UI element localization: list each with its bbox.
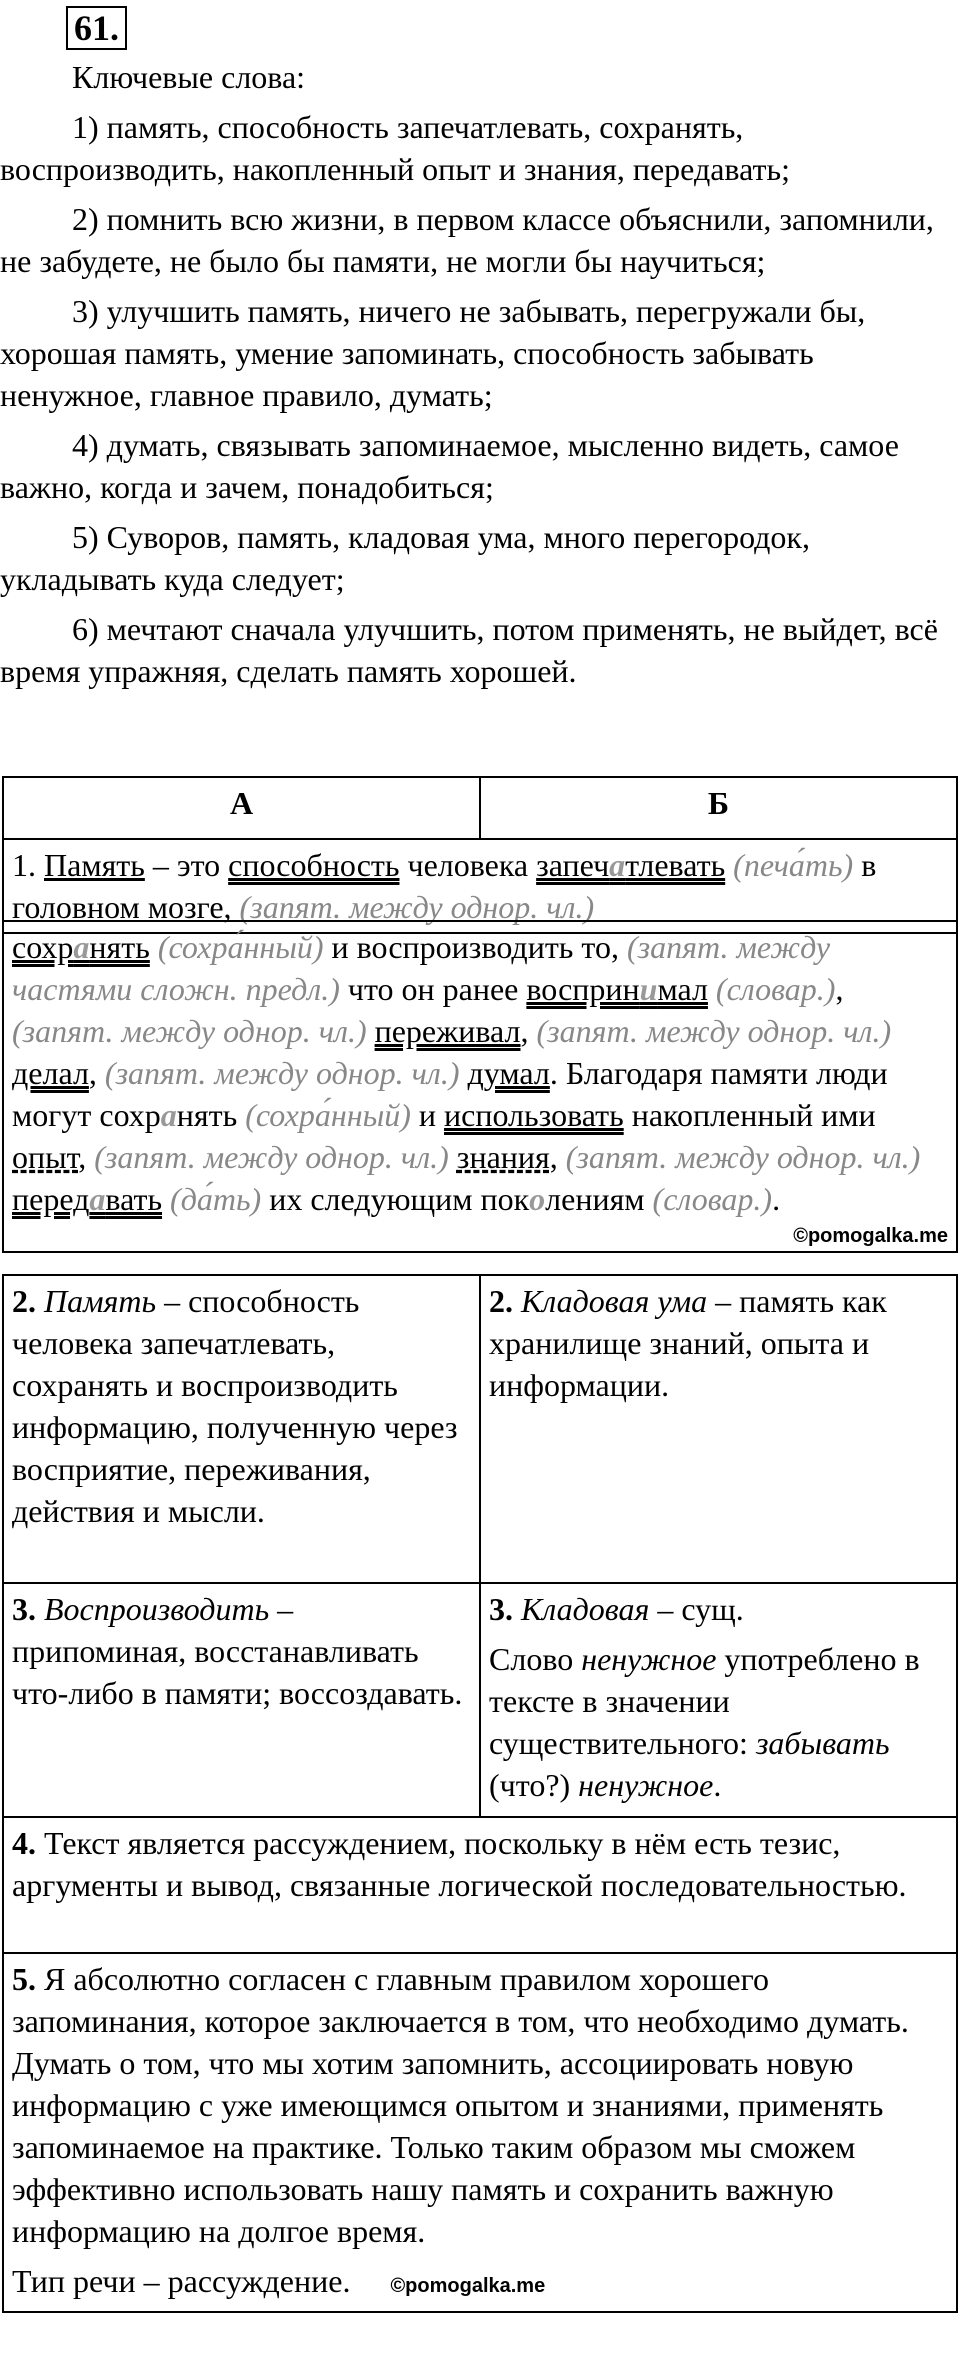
keywords-heading: Ключевые слова: — [72, 59, 306, 95]
term-vosproizvodit: Воспроизводить — [44, 1591, 270, 1627]
task-3a-cell: 3. Воспроизводить – припоминая, восстанавливать что-либо в памяти; воссоздавать. — [3, 1583, 480, 1817]
answer-table-bottom — [2, 1274, 958, 2313]
term-kladovaya-uma: Кладовая ума — [521, 1283, 708, 1319]
word-perezhival: переживал — [374, 1013, 521, 1049]
task-1-continuation-cell: сохранять (сохра́нный) и воспроизводить то, (запят. между частями сложн. предл.) что он ранее воспринимал (словар.), (запят. между однор. чл.) переживал, (запят. между однор. чл.) делал, (запят. между однор. чл.) думал. Благодаря памяти люди могут сохранять (сохра́нный) и использовать накопленный ими опыт, (запят. между однор. чл.) знания, (запят. между однор. чл.) передавать (да́ть) их следующим поколениям (словар.). ©pomogalka.me — [3, 921, 957, 1252]
note-comma: (запят. между однор. чл.) — [239, 889, 595, 925]
keywords-item-6: 6) мечтают сначала улучшить, потом применять, не выйдет, всё время упражняя, сделать память хорошей. — [0, 611, 938, 689]
word-peredavat: передавать — [12, 1181, 163, 1217]
keywords-section — [0, 56, 950, 700]
keywords-item-2: 2) помнить всю жизни, в первом классе объяснили, запомнили, не забудете, не было бы памяти, не могли бы научиться; — [0, 201, 934, 279]
task-2a-cell: 2. Память – способность человека запечатлевать, сохранять и воспроизводить информацию, полученную через восприятие, переживания, действия и мысли. — [3, 1275, 480, 1583]
word-sokhranyat: сохранять — [12, 929, 150, 965]
keywords-item-1: 1) память, способность запечатлевать, сохранять, воспроизводить, накопленный опыт и знания, передавать; — [0, 109, 790, 187]
answer-table-top — [2, 776, 958, 934]
word-znaniya: знания — [456, 1139, 550, 1175]
column-a-header: А — [3, 777, 480, 839]
keywords-item-4: 4) думать, связывать запоминаемое, мысленно видеть, самое важно, когда и зачем, понадобиться; — [0, 427, 899, 505]
word-sposobnost: способность — [228, 847, 400, 883]
term-pamyat: Память — [44, 1283, 157, 1319]
note-pechat: (печа́ть) — [733, 847, 854, 883]
task-2b-cell: 2. Кладовая ума – память как хранилище знаний, опыта и информации. — [480, 1275, 957, 1583]
task-5-cell: 5. Я абсолютно согласен с главным правилом хорошего запоминания, которое заключается в том, что необходимо думать. Думать о том, что мы хотим запомнить, ассоциировать новую информацию с уже имеющимся опытом и знаниями, применять запоминаемое на практике. Только таким образом мы сможем эффективно использовать нашу память и сохранить важную информацию на долгое время. Тип речи – рассуждение. ©pomogalka.me — [3, 1953, 957, 2312]
watermark: ©pomogalka.me — [793, 1225, 948, 1247]
watermark-bottom: ©pomogalka.me — [390, 2275, 546, 2297]
speech-type: Тип речи – рассуждение. — [12, 2263, 351, 2299]
term-kladovaya: Кладовая — [521, 1591, 650, 1627]
word-delal: делал — [12, 1055, 89, 1091]
word-zapechatlevat: запечатлевать — [536, 847, 726, 883]
keywords-item-3: 3) улучшить память, ничего не забывать, перегружали бы, хорошая память, умение запоминать, способность забывать ненужное, главное правило, думать; — [0, 293, 866, 413]
word-pamyat: Память — [44, 847, 145, 883]
exercise-number: 61. — [66, 6, 127, 50]
task-4-cell: 4. Текст является рассуждением, поскольку в нём есть тезис, аргументы и вывод, связанные логической последовательностью. — [3, 1817, 957, 1953]
word-vosprinimal: воспринимал — [526, 971, 708, 1007]
answer-table-continuation — [2, 920, 958, 1253]
task-1-cell: 1. Память – это способность человека запечатлевать (печа́ть) в головном мозге, (запят. между однор. чл.) — [3, 839, 957, 933]
column-b-header: Б — [480, 777, 957, 839]
keywords-item-5: 5) Суворов, память, кладовая ума, много перегородок, укладывать куда следует; — [0, 519, 810, 597]
task-3b-cell: 3. Кладовая – сущ. Слово ненужное употреблено в тексте в значении существительного: забывать (что?) ненужное. — [480, 1583, 957, 1817]
word-opyt: опыт — [12, 1139, 79, 1175]
word-ispolzovat: использовать — [444, 1097, 624, 1133]
word-dumal: думал — [467, 1055, 550, 1091]
